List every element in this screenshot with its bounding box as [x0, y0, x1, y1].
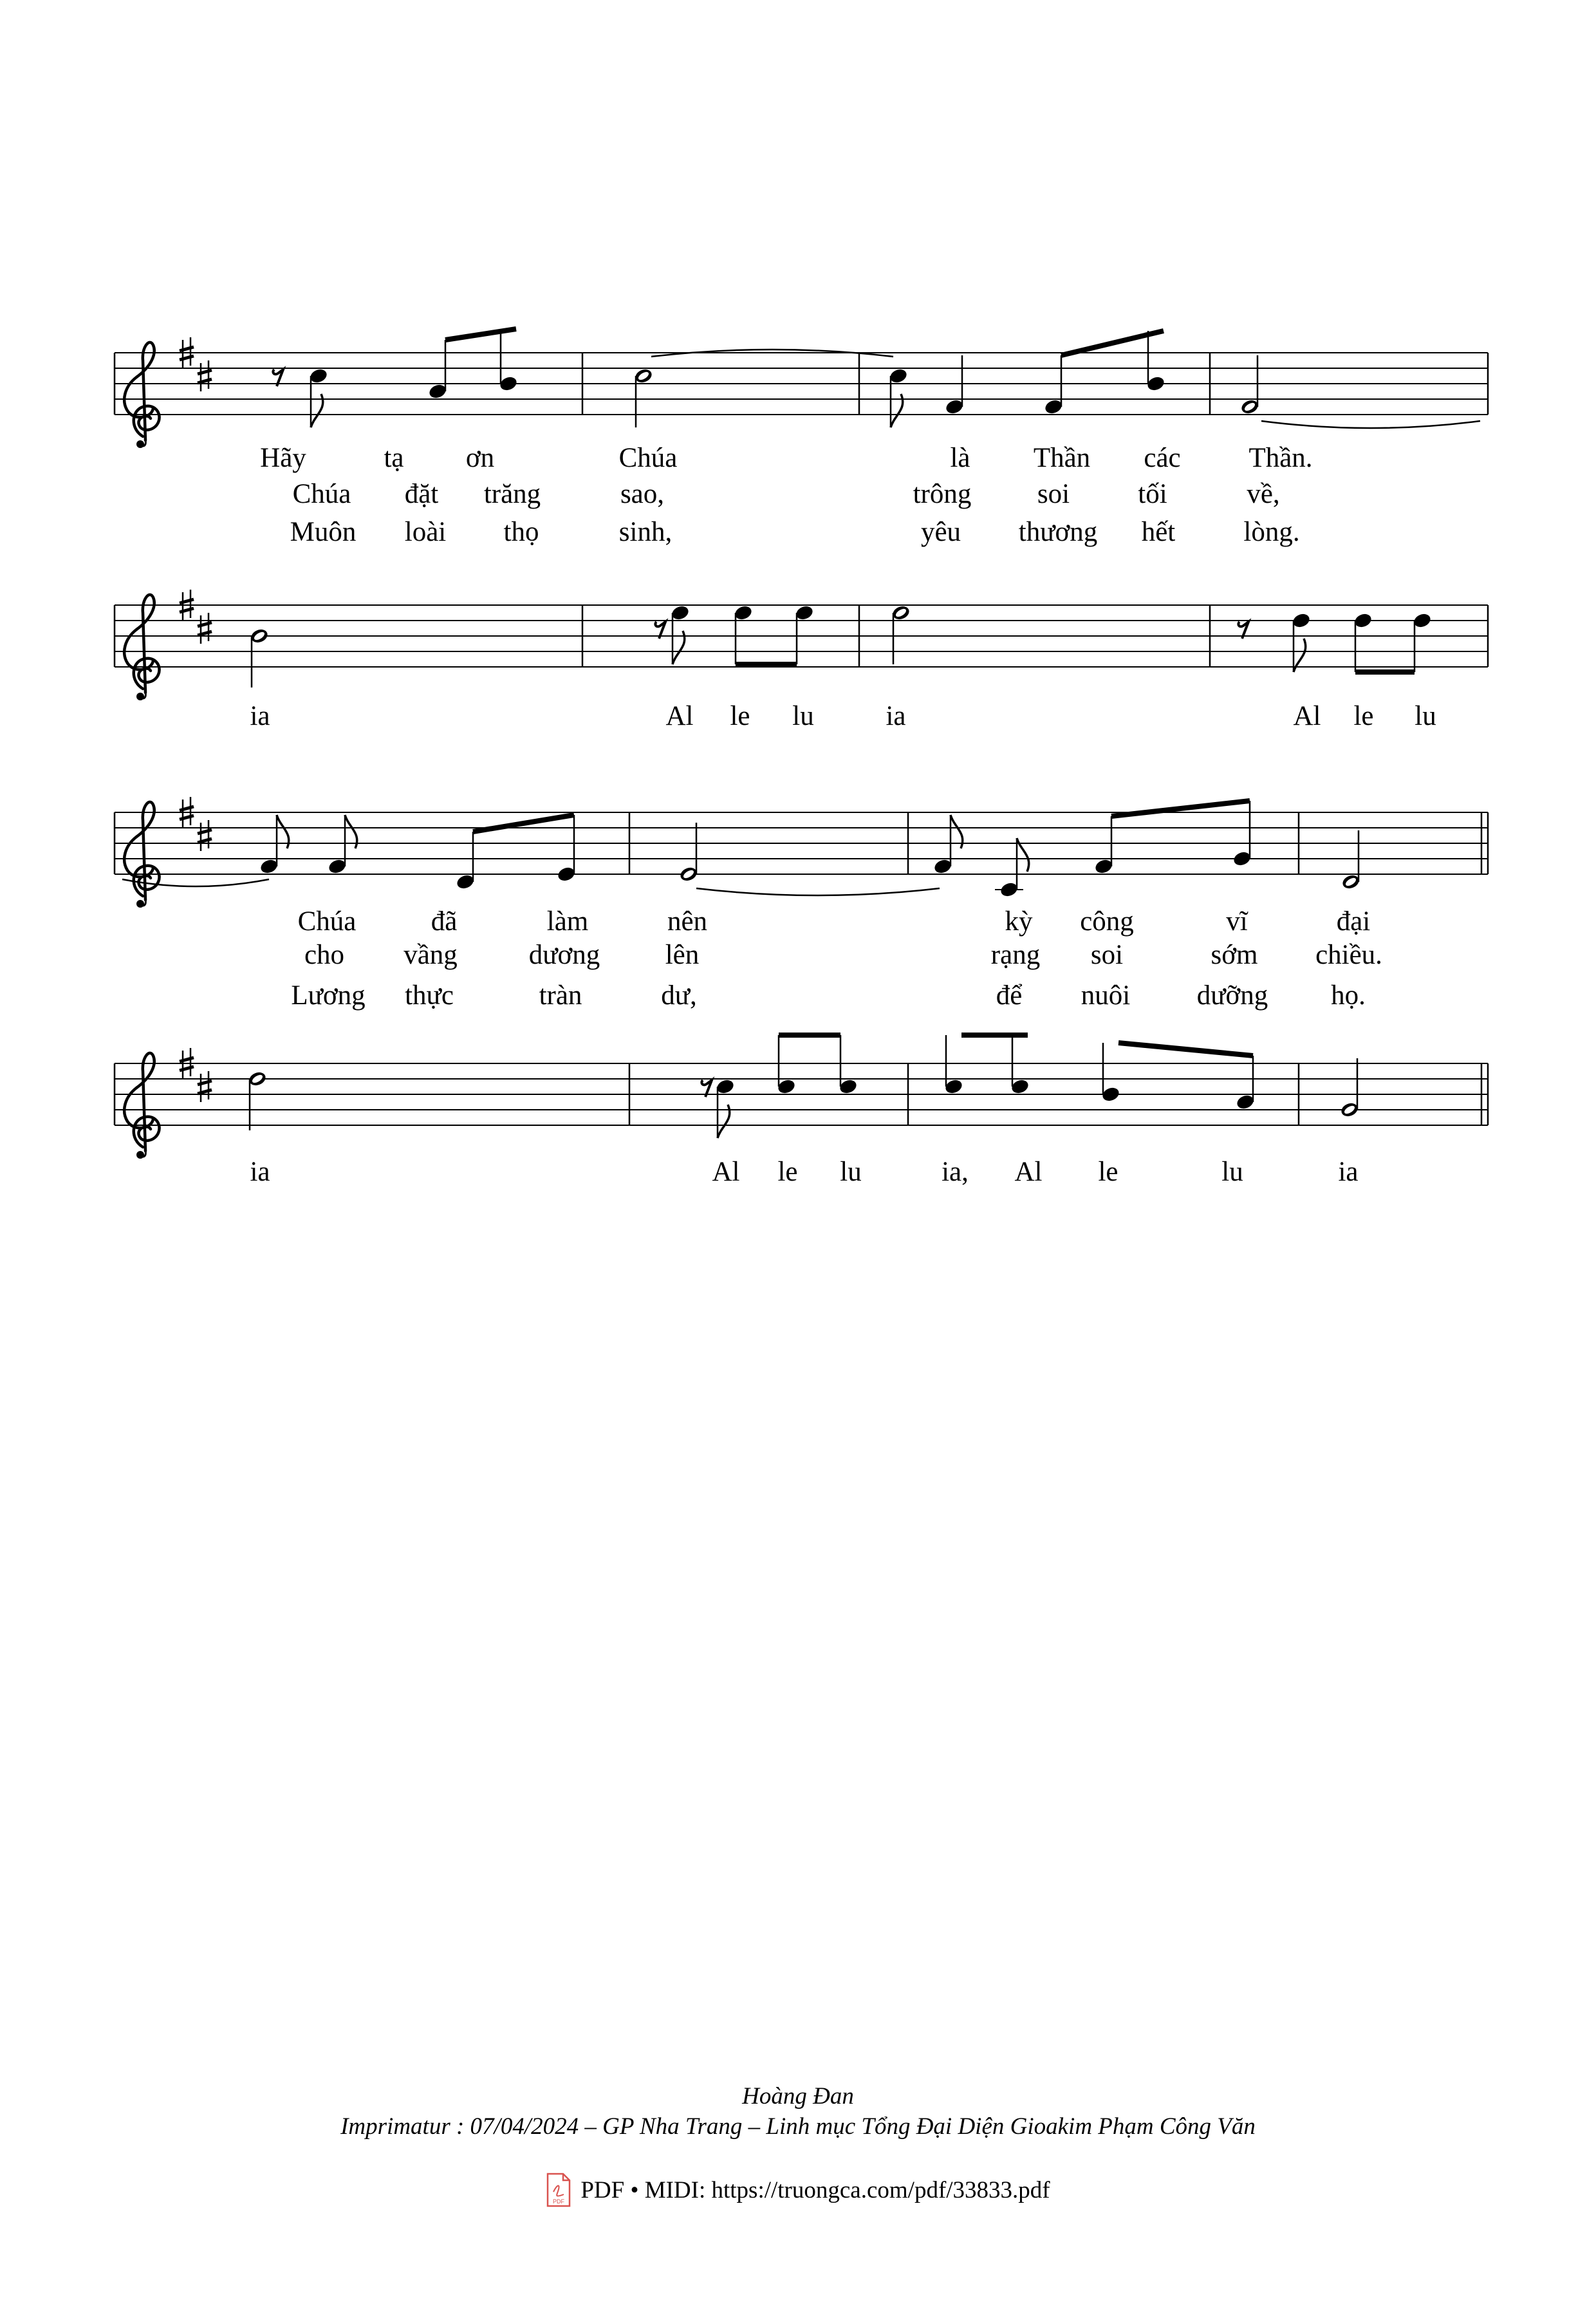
lyric: đặt [404, 479, 439, 509]
download-links-text[interactable]: PDF • MIDI: https://truongca.com/pdf/33833.pdf [580, 2176, 1050, 2203]
lyric: ia [886, 701, 906, 731]
beam [1111, 801, 1250, 816]
lyric: dương [528, 940, 600, 970]
lyric: le [777, 1157, 798, 1187]
lyric: kỳ [1005, 906, 1033, 937]
lyric: tối [1138, 479, 1167, 509]
lyric: nuôi [1081, 980, 1131, 1011]
lyric: về, [1247, 479, 1280, 509]
tie [696, 888, 940, 895]
lyric: Al [1293, 701, 1321, 731]
svg-text:PDF: PDF [553, 2198, 565, 2205]
lyric: ia [1338, 1157, 1359, 1187]
lyric: ia [250, 701, 270, 731]
imprimatur-line: Imprimatur : 07/04/2024 – GP Nha Trang – Linh mục Tổng Đại Diện Gioakim Phạm Công Văn [340, 2113, 1256, 2140]
treble-clef [124, 802, 159, 908]
lyric: cho [304, 940, 345, 970]
lyric: để [996, 980, 1023, 1011]
lyric: Hãy [260, 443, 306, 473]
lyric: lên [665, 940, 700, 970]
treble-clef [124, 342, 159, 448]
lyric: ia, [942, 1157, 969, 1187]
lyric: loài [404, 517, 447, 547]
lyric: lu [840, 1157, 862, 1187]
key-sharp-c [198, 820, 212, 851]
lyric: Chúa [618, 443, 678, 473]
lyric: trông [913, 479, 972, 509]
lyric: lu [1415, 701, 1436, 731]
lyric: le [730, 701, 750, 731]
beam [473, 815, 574, 832]
lyric: hết [1141, 517, 1176, 547]
lyric: tràn [539, 980, 582, 1011]
lyric: Al [712, 1157, 740, 1187]
lyric: thương [1018, 517, 1098, 547]
lyric: soi [1090, 940, 1124, 970]
lyric: ơn [465, 443, 495, 473]
lyric: ia [250, 1157, 270, 1187]
lyric: đã [431, 906, 458, 937]
treble-clef [124, 595, 159, 700]
lyric: các [1144, 443, 1181, 473]
lyric: đại [1336, 906, 1371, 937]
system-2-melody-lyrics [291, 906, 1382, 1011]
lyric: làm [546, 906, 589, 937]
download-links[interactable] [0, 2173, 1596, 2207]
lyric: Lương [291, 980, 366, 1011]
lyric: le [1098, 1157, 1118, 1187]
lyric: thực [405, 980, 454, 1011]
lyric: Muôn [290, 517, 357, 547]
lyric: lu [1221, 1157, 1243, 1187]
lyric: yêu [920, 517, 961, 547]
lyric: Al [665, 701, 694, 731]
key-sharp-c [198, 1071, 212, 1102]
lyric: sinh, [618, 517, 673, 547]
tie [1261, 421, 1480, 428]
lyric: trăng [483, 479, 541, 509]
lyric: là [950, 443, 970, 473]
lyric: sớm [1211, 940, 1258, 970]
beam [1118, 1043, 1253, 1056]
key-sharp-c [198, 613, 212, 644]
beam [445, 329, 516, 340]
treble-clef [124, 1053, 159, 1159]
lyric: Al [1014, 1157, 1043, 1187]
key-sharp-c [198, 360, 212, 391]
lyric: họ. [1331, 980, 1366, 1011]
lyric: chiều. [1315, 940, 1382, 970]
lyric: dư, [661, 980, 697, 1011]
lyric: công [1080, 906, 1134, 937]
lyric: lu [792, 701, 814, 731]
lyric: vầng [404, 940, 458, 970]
composer-credit: Hoàng Đan [742, 2083, 854, 2109]
system-2-response-lyrics [250, 1157, 1358, 1187]
lyric: rạng [990, 940, 1041, 970]
lyric: Chúa [297, 906, 357, 937]
lyric: lòng. [1243, 517, 1300, 547]
lyric: nên [667, 906, 708, 937]
lyric: soi [1037, 479, 1070, 509]
system-1-melody-lyrics [260, 443, 1312, 547]
lyric: thọ [503, 517, 539, 547]
lyric: le [1353, 701, 1374, 731]
lyric: vĩ [1226, 906, 1248, 937]
pdf-file-icon[interactable] [546, 2173, 571, 2207]
lyric: Chúa [292, 479, 351, 509]
lyric: dưỡng [1196, 980, 1268, 1011]
system-1-response-lyrics [250, 701, 1436, 731]
lyric: Thần. [1248, 443, 1313, 473]
lyric: Thần [1033, 443, 1091, 473]
lyric: sao, [620, 479, 665, 509]
lyric: tạ [384, 443, 404, 473]
